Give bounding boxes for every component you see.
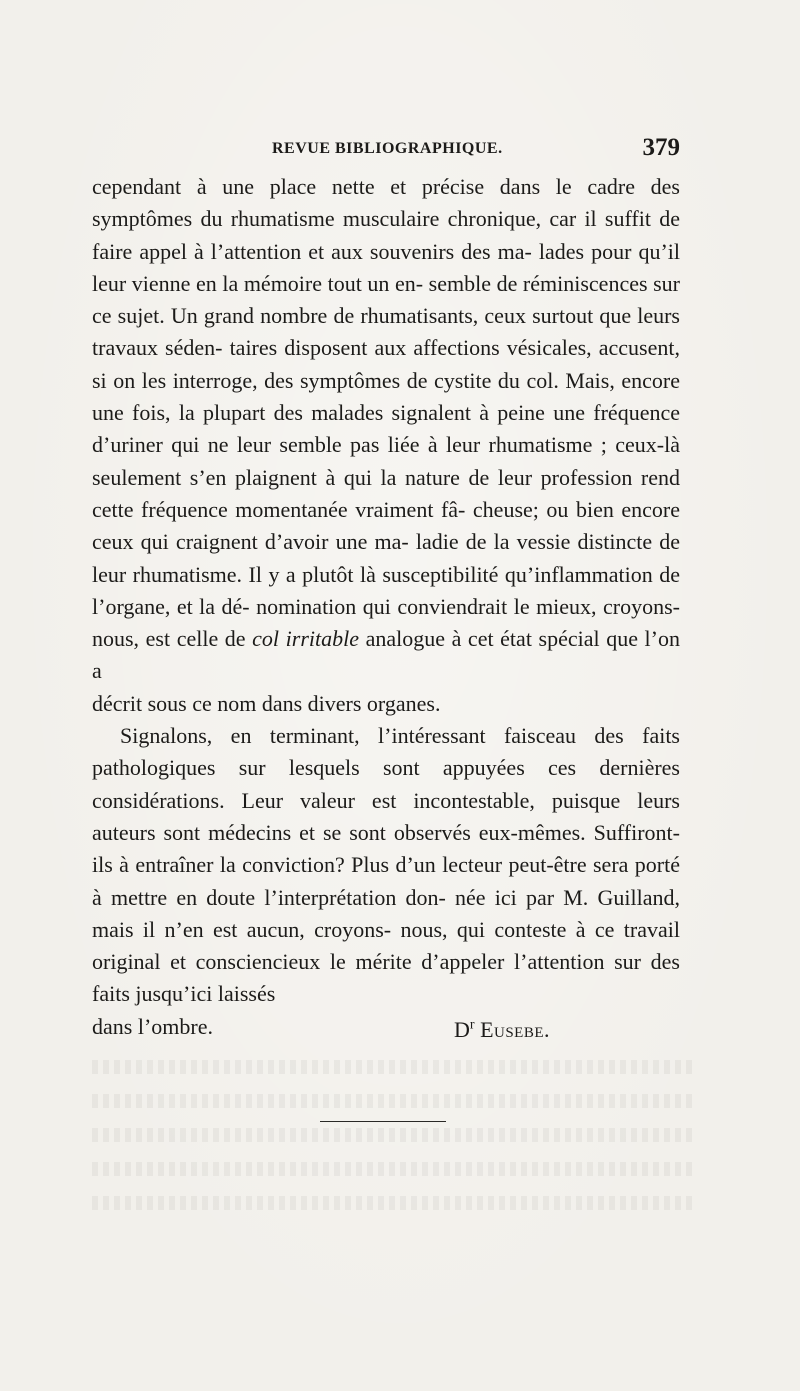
text-line: d’uriner qui ne leur semble pas liée à leur rhumatisme ; (92, 432, 616, 458)
text-line: semble de réminiscences sur ce sujet. Un grand nombre (92, 270, 681, 329)
paragraph-2-last-line (92, 1011, 680, 1043)
bleed-through-shadow (92, 1196, 692, 1210)
page-header (92, 136, 680, 166)
italic-term: col irritable (252, 626, 359, 652)
text-line: interroge, des symptômes de cystite du col. Mais, encore une (92, 367, 680, 426)
signature-name: Eusebe. (480, 1017, 551, 1042)
bleed-through-shadow (92, 1060, 692, 1074)
text-line: nomination qui conviendrait le mieux, croyons-nous, est (92, 593, 680, 652)
text-line: là susceptibilité qu’inflammation de l’organe, et la dé- (92, 561, 681, 619)
text-line: pathologiques sur lesquels sont appuyées ces dernières (92, 755, 680, 781)
text-line: cependant à une place nette et précise dans le cadre des (92, 174, 680, 199)
text-line: décrit sous ce nom dans divers organes. (92, 690, 441, 716)
text-line: fois, la plupart des malades signalent à peine une fréquence (132, 400, 680, 426)
paragraph-2 (92, 720, 680, 1011)
running-title: REVUE BIBLIOGRAPHIQUE. (272, 140, 503, 157)
signature-prefix-superscript: r (469, 1017, 475, 1033)
author-signature (454, 1014, 550, 1046)
bleed-through-shadow (92, 1128, 692, 1142)
page-number: 379 (642, 134, 680, 161)
text-line: Suffiront-ils à entraîner la conviction? Plus d’un lecteur (92, 819, 680, 878)
text-line: profession rend cette fréquence momentanée vraiment fâ- (92, 464, 680, 522)
end-rule (320, 1121, 446, 1122)
paragraph-1-last-line (92, 688, 680, 720)
paragraph-1 (92, 171, 680, 688)
text-line: Signalons, en terminant, l’intéressant faisceau des faits (120, 723, 680, 749)
text-line: taires disposent aux affections vésicales, accusent, si on les (92, 335, 680, 393)
bleed-through-shadow (92, 1162, 692, 1176)
text-line: dans l’ombre. (92, 1013, 213, 1039)
text-line: symptômes du rhumatisme musculaire chronique, car il (92, 206, 605, 232)
text-line: considérations. Leur valeur est incontestable, puisque leurs (92, 787, 680, 813)
text-line: auteurs sont médecins et se sont observés eux-mêmes. (92, 819, 594, 845)
text-line: née ici par M. Guilland, mais il n’en est aucun, croyons- (92, 884, 680, 942)
text-line: de rhumatisants, ceux surtout que leurs travaux séden- (92, 303, 680, 361)
text-line: cheuse; ou bien encore ceux qui craignent d’avoir une ma- (92, 496, 680, 555)
text-line-before-italic: celle de (176, 626, 253, 652)
text-line: peut-être sera porté à mettre en doute l’interprétation don- (92, 852, 681, 910)
text-line: ceux-là seulement s’en plaignent à qui la nature de leur (92, 432, 680, 490)
text-line: mérite d’appeler l’attention sur des faits jusqu’ici laissés (92, 949, 680, 1007)
text-line-after-italic: analogue à cet état spécial que l’on a (92, 626, 680, 684)
text-line: nous, qui conteste à ce travail original et consciencieux le (92, 916, 680, 975)
body-text (92, 171, 680, 1043)
text-line: ladie de la vessie distincte de leur rhumatisme. Il y a plutôt (92, 529, 680, 587)
signature-prefix: D (454, 1017, 470, 1042)
text-line: suffit de faire appel à l’attention et aux souvenirs des ma- (92, 206, 680, 264)
bleed-through-shadow (92, 1094, 692, 1108)
text-line: lades pour qu’il leur vienne en la mémoire tout un en- (92, 238, 680, 296)
